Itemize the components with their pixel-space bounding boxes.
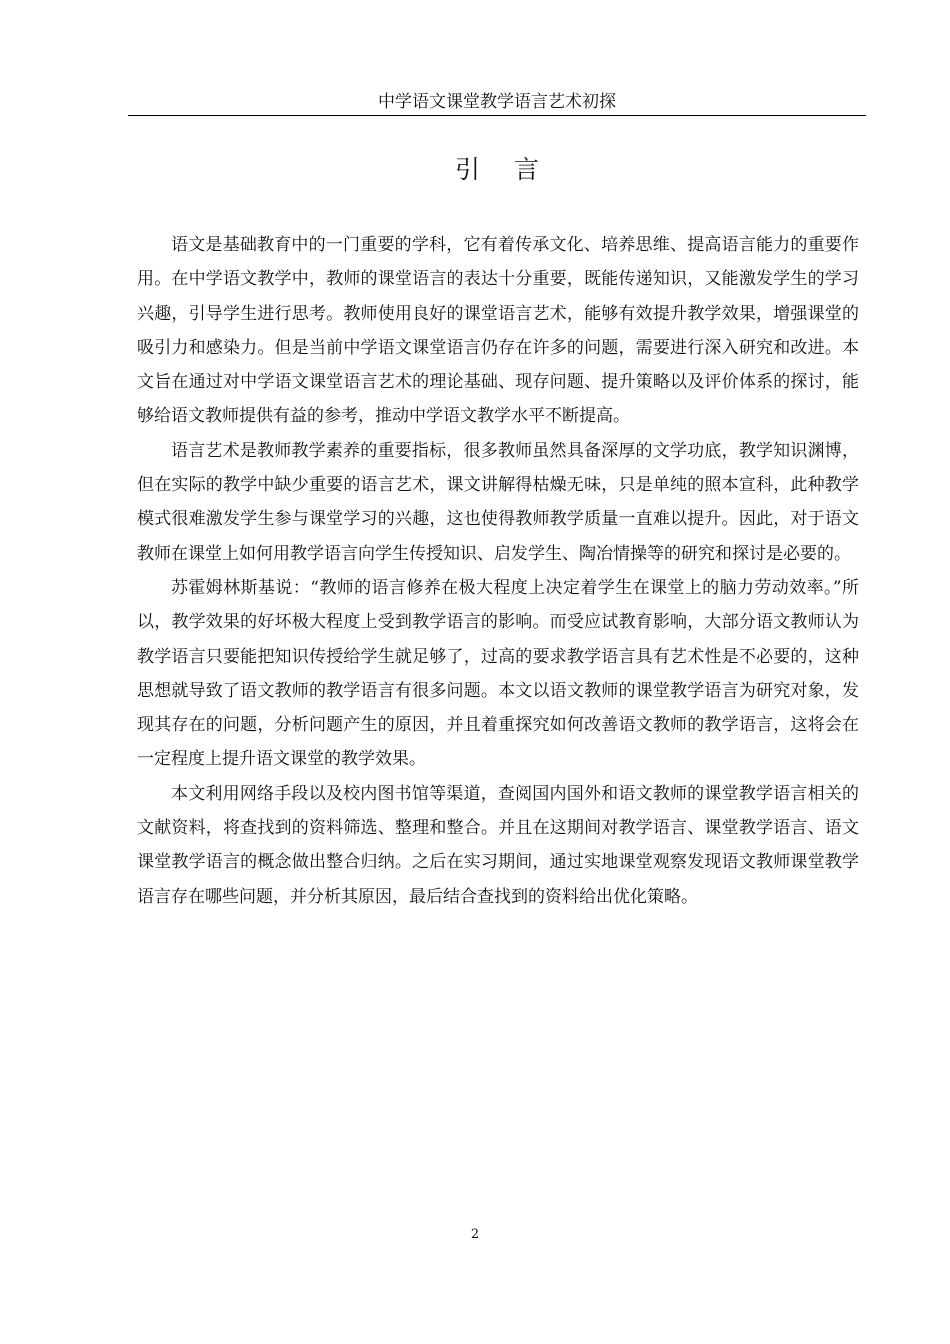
- header-divider: [128, 115, 866, 116]
- body-text: [137, 228, 859, 914]
- paragraph-1: 语文是基础教育中的一门重要的学科，它有着传承文化、培养思维、提高语言能力的重要作用。在中学语文教学中，教师的课堂语言的表达十分重要，既能传递知识，又能激发学生的学习兴趣，引导学生进行思考。教师使用良好的课堂语言艺术，能够有效提升教学效果，增强课堂的吸引力和感染力。但是当前中学语文课堂语言仍存在许多的问题，需要进行深入研究和改进。本文旨在通过对中学语文课堂语言艺术的理论基础、现存问题、提升策略以及评价体系的探讨，能够给语文教师提供有益的参考，推动中学语文教学水平不断提高。: [137, 235, 859, 427]
- running-header-title: 中学语文课堂教学语言艺术初探: [378, 92, 616, 112]
- paragraph-2: 语言艺术是教师教学素养的重要指标，很多教师虽然具备深厚的文学功底，教学知识渊博，但在实际的教学中缺少重要的语言艺术，课文讲解得枯燥无味，只是单纯的照本宣科，此种教学模式很难激发学生参与课堂学习的兴趣，这也使得教师教学质量一直难以提升。因此，对于语文教师在课堂上如何用教学语言向学生传授知识、启发学生、陶冶情操等的研究和探讨是必要的。: [137, 440, 859, 564]
- section-title: 引言: [454, 155, 573, 184]
- paragraph-4: 本文利用网络手段以及校内图书馆等渠道，查阅国内国外和语文教师的课堂教学语言相关的文献资料，将查找到的资料筛选、整理和整合。并且在这期间对教学语言、课堂教学语言、语文课堂教学语言的概念做出整合归纳。之后在实习期间，通过实地课堂观察发现语文教师课堂教学语言存在哪些问题，并分析其原因，最后结合查找到的资料给出优化策略。: [137, 783, 859, 907]
- page-number: 2: [470, 1227, 480, 1242]
- paragraph-3: 苏霍姆林斯基说：“教师的语言修养在极大程度上决定着学生在课堂上的脑力劳动效率。”所以，教学效果的好坏极大程度上受到教学语言的影响。而受应试教育影响，大部分语文教师认为教学语言只要能把知识传授给学生就足够了，过高的要求教学语言具有艺术性是不必要的，这种思想就导致了语文教师的教学语言有很多问题。本文以语文教师的课堂教学语言为研究对象，发现其存在的问题，分析问题产生的原因，并且着重探究如何改善语文教师的教学语言，这将会在一定程度上提升语文课堂的教学效果。: [137, 577, 859, 770]
